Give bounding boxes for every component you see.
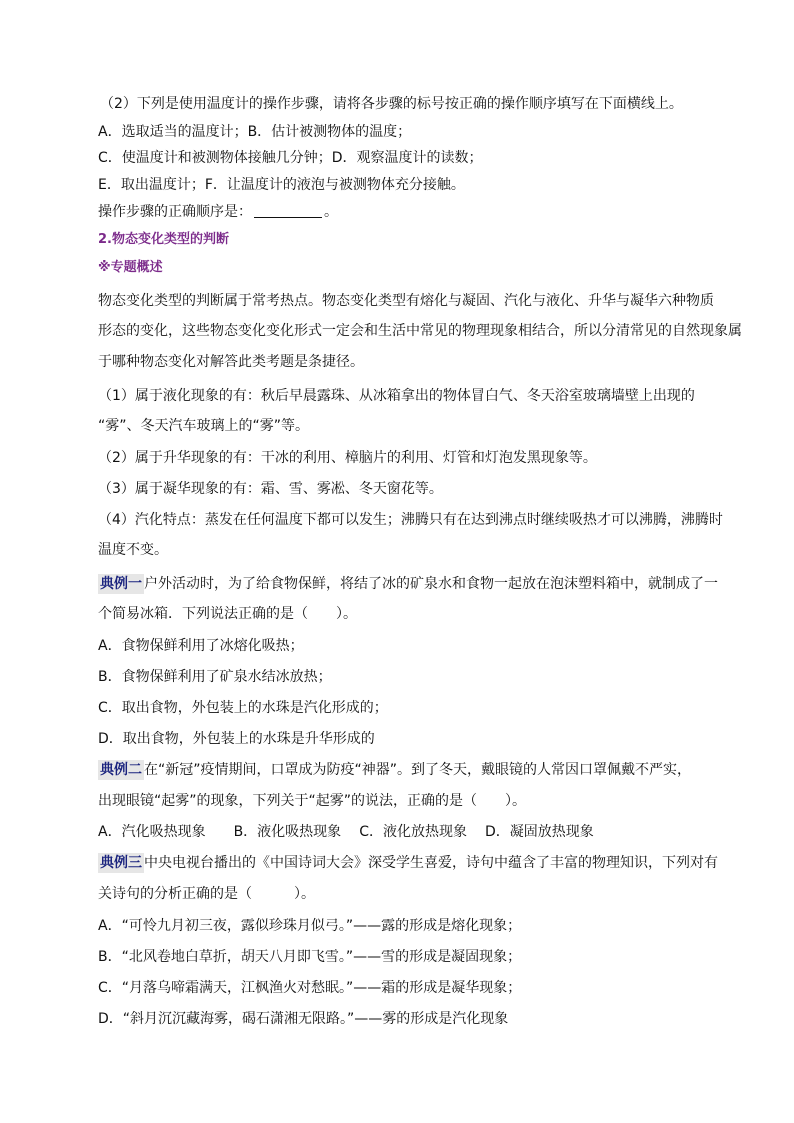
example-2-line-2: 出现眼镜“起雾”的现象，下列关于“起雾”的说法，正确的是（ ）。 [98, 793, 527, 809]
q2-answer-prefix: 操作步骤的正确顺序是： [98, 204, 252, 220]
example-3-line-2: 关诗句的分析正确的是（ ）。 [98, 886, 315, 902]
item-2: （2）属于升华现象的有：干冰的利用、樟脑片的利用、灯管和灯泡发黑现象等。 [98, 450, 597, 466]
example-1-line-1 [98, 574, 718, 594]
example-3-option-d: D．“斜月沉沉藏海雾，碣石潇湘无限路。”——雾的形成是汽化现象 [98, 1011, 509, 1027]
example-1-option-d: D．取出食物，外包装上的水珠是升华形成的 [98, 731, 375, 747]
item-4-line-1: （4）汽化特点：蒸发在任何温度下都可以发生；沸腾只有在达到沸点时继续吸热才可以沸腾，沸腾时 [98, 512, 723, 528]
q2-options-cd: C．使温度计和被测物体接触几分钟；D．观察温度计的读数； [98, 150, 483, 166]
item-4-line-2: 温度不变。 [98, 542, 168, 558]
example-2-label: 典例二 [100, 762, 142, 778]
example-2-options [98, 822, 594, 842]
example-2-option-c: C．液化放热现象 [359, 824, 467, 840]
q2-prompt: （2）下列是使用温度计的操作步骤，请将各步骤的标号按正确的操作顺序填写在下面横线上。 [100, 96, 683, 112]
example-1-option-b: B．食物保鲜利用了矿泉水结冰放热； [98, 669, 332, 685]
example-1-option-c: C．取出食物，外包装上的水珠是汽化形成的； [98, 700, 388, 716]
example-2-line-1 [98, 760, 691, 780]
q2-options-ef: E．取出温度计；F．让温度计的液泡与被测物体充分接触。 [98, 177, 465, 193]
example-2-text: 在“新冠”疫情期间，口罩成为防疫“神器”。到了冬天，戴眼镜的人常因口罩佩戴不严实， [144, 762, 692, 778]
q2-answer-suffix: 。 [324, 204, 338, 220]
overview-label: ※专题概述 [98, 260, 163, 275]
section-title: 2.物态变化类型的判断 [98, 232, 229, 247]
example-2-option-a: A．汽化吸热现象 [98, 824, 206, 840]
example-2-option-b: B．液化吸热现象 [233, 824, 342, 840]
q2-answer-line [98, 202, 338, 222]
overview-line-3: 于哪种物态变化对解答此类考题是条捷径。 [98, 354, 364, 370]
example-2-option-d: D．凝固放热现象 [484, 824, 594, 840]
item-3: （3）属于凝华现象的有：霜、雪、雾凇、冬天窗花等。 [98, 481, 443, 497]
example-3-label: 典例三 [100, 855, 142, 871]
overview-line-1: 物态变化类型的判断属于常考热点。物态变化类型有熔化与凝固、汽化与液化、升华与凝华六种物质 [98, 293, 714, 309]
example-1-text: 户外活动时，为了给食物保鲜，将结了冰的矿泉水和食物一起放在泡沫塑料箱中，就制成了一 [144, 576, 718, 592]
example-3-option-b: B．“北风卷地白草折，胡天八月即飞雪。”——雪的形成是凝固现象； [98, 949, 522, 965]
example-3-text: 中央电视台播出的《中国诗词大会》深受学生喜爱，诗句中蕴含了丰富的物理知识，下列对有 [144, 855, 718, 871]
example-3-option-a: A．“可怜九月初三夜，露似珍珠月似弓。”——露的形成是熔化现象； [98, 918, 522, 934]
example-3-option-c: C．“月落乌啼霜满天，江枫渔火对愁眠。”——霜的形成是凝华现象； [98, 980, 522, 996]
item-1-line-2: “雾”、冬天汽车玻璃上的“雾”等。 [98, 418, 310, 434]
item-1-line-1: （1）属于液化现象的有：秋后早晨露珠、从冰箱拿出的物体冒白气、冬天浴室玻璃墙壁上出现的 [98, 388, 695, 404]
example-3-line-1 [98, 853, 718, 873]
example-1-label: 典例一 [100, 576, 142, 592]
answer-blank[interactable] [254, 203, 322, 218]
example-1-line-2: 个简易冰箱．下列说法正确的是（ ）。 [98, 606, 357, 622]
example-1-option-a: A．食物保鲜利用了冰熔化吸热； [98, 638, 304, 654]
overview-line-2: 形态的变化，这些物态变化变化形式一定会和生活中常见的物理现象相结合，所以分清常见的自然现象属 [98, 323, 742, 339]
q2-options-ab: A．选取适当的温度计；B．估计被测物体的温度； [98, 124, 412, 140]
